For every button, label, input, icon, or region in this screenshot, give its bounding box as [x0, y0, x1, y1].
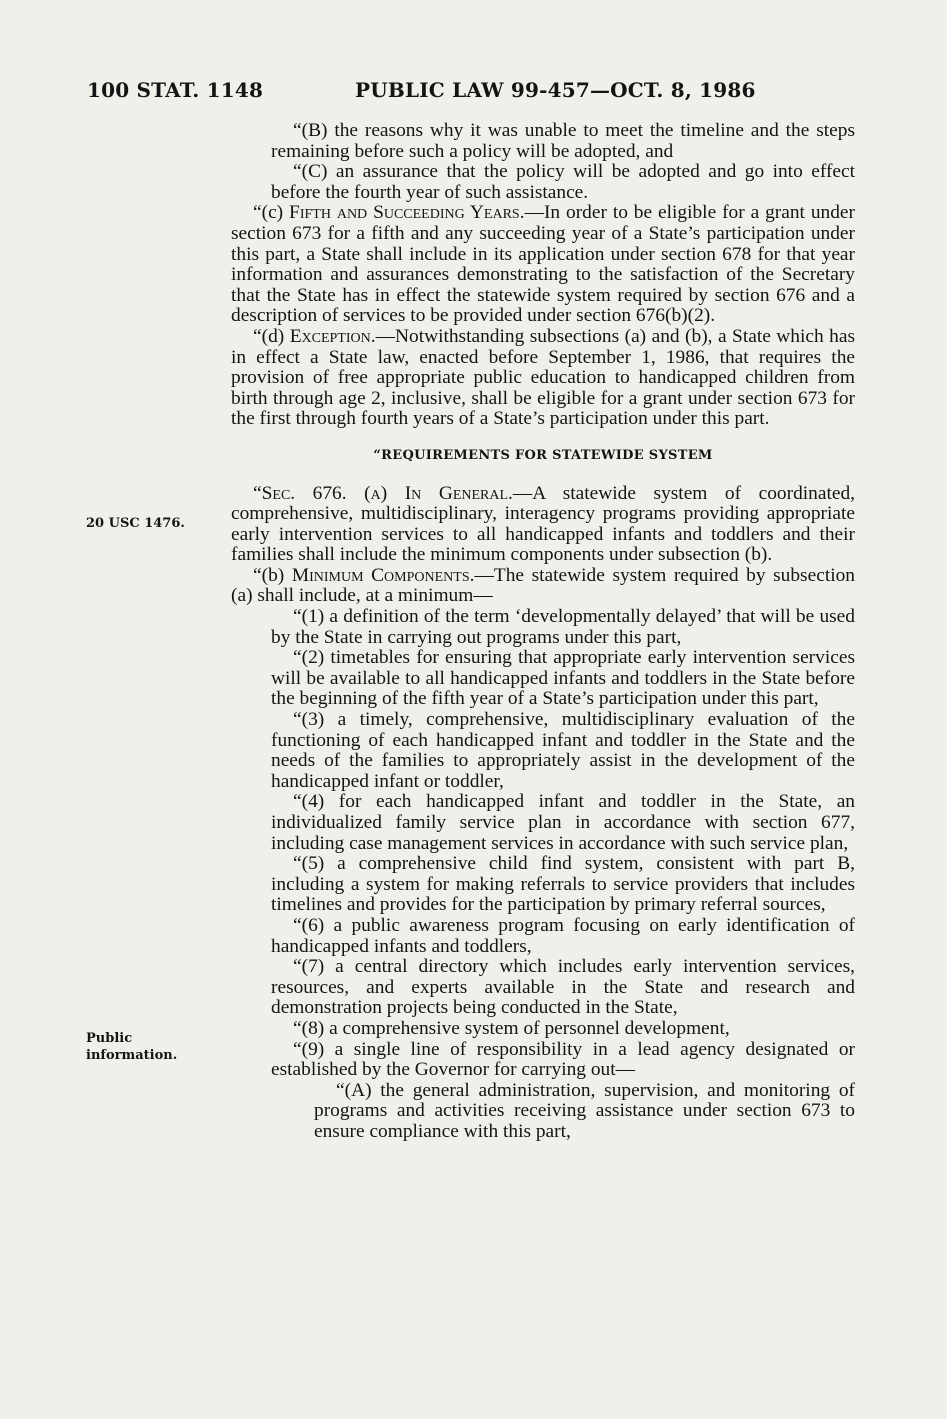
subsection-b-prefix: “(b): [253, 564, 292, 586]
item-3: “(3) a timely, comprehensive, multidisciplinary evaluation of the functioning of each handicapped infant and toddler in the State and the needs of the families to appropriately assist in the development of the handicapped infant or toddler,: [271, 709, 855, 792]
page-title: PUBLIC LAW 99-457—OCT. 8, 1986: [355, 78, 756, 102]
section-heading: “REQUIREMENTS FOR STATEWIDE SYSTEM: [373, 447, 713, 463]
margin-note-usc: 20 USC 1476.: [86, 516, 185, 531]
margin-note-public-line2: information.: [86, 1048, 178, 1063]
subsection-d-text: —Notwithstanding subsections (a) and (b), a State which has in effect a State law, enacted before September 1, 1986, that requires the provision of free appropriate public education to handicapped children from birth through age 2, inclusive, shall be eligible for a grant under section 673 for the first through fourth years of a State’s participation under this part.: [231, 325, 855, 430]
subsection-d-prefix: “(d): [253, 325, 290, 347]
item-6: “(6) a public awareness program focusing on early identification of handicapped infants and toddlers,: [271, 914, 855, 957]
item-8: “(8) a comprehensive system of personnel development,: [293, 1017, 730, 1039]
item-5: “(5) a comprehensive child find system, consistent with part B, including a system for making referrals to service providers that includes timelines and provides for the participation by primary referral sources,: [271, 853, 855, 916]
item-7: “(7) a central directory which includes early intervention services, resources, and experts available in the State and research and demonstration projects being conducted in the State,: [271, 956, 855, 1019]
section-676-text: —A statewide system of coordinated, comprehensive, multidisciplinary, interagency programs providing appropriate early intervention services to all handicapped infants and toddlers and their families shall include the minimum components under subsection (b).: [231, 482, 855, 566]
item-9: “(9) a single line of responsibility in a lead agency designated or established by the Governor for carrying out—: [271, 1038, 855, 1081]
section-676-prefix: “Sec. 676. (a): [253, 482, 405, 504]
section-676-a: [231, 484, 855, 566]
subsection-c-prefix: “(c): [253, 202, 290, 224]
subsection-c: [231, 203, 855, 327]
page-citation: 100 STAT. 1148: [87, 78, 264, 102]
paragraph-c: “(C) an assurance that the policy will be adopted and go into effect before the fourth year of such assistance.: [271, 161, 855, 203]
subsection-d: [231, 327, 855, 430]
subsection-c-heading: Fifth and Succeeding Years.: [289, 202, 525, 224]
item-1: “(1) a definition of the term ‘developmentally delayed’ that will be used by the State in carrying out programs under this part,: [271, 606, 855, 648]
item-4: “(4) for each handicapped infant and toddler in the State, an individualized family service plan in accordance with section 677, including case management services in accordance with such service plan,: [271, 791, 855, 854]
margin-note-public-line1: Public: [86, 1031, 133, 1046]
paragraph-b: “(B) the reasons why it was unable to meet the timeline and the steps remaining before such a policy will be adopted, and: [271, 120, 855, 162]
subsection-d-heading: Exception.: [289, 325, 376, 347]
subsection-c-text: —In order to be eligible for a grant under section 673 for a fifth and any succeeding year of a State’s participation under this part, a State shall include in its application under section 678 for that year information and assurances demonstrating to the satisfaction of the Secretary that the State has in effect the statewide system required by section 676 and a description of services to be provided under section 676(b)(2).: [231, 202, 855, 327]
section-676-heading: In General.: [404, 482, 513, 504]
item-2: “(2) timetables for ensuring that appropriate early intervention services will be available to all handicapped infants and toddlers in the State before the beginning of the fifth year of a State’s participation under this part,: [271, 647, 855, 710]
statute-body: [231, 121, 855, 1143]
subsection-b-heading: Minimum Components.: [291, 564, 475, 586]
subsection-b-text: —The statewide system required by subsection (a) shall include, at a minimum—: [231, 564, 855, 607]
item-9-a: “(A) the general administration, supervision, and monitoring of programs and activities receiving assistance under section 673 to ensure compliance with this part,: [314, 1079, 855, 1142]
margin-note-public: [86, 1030, 177, 1064]
subsection-b: [231, 566, 855, 607]
